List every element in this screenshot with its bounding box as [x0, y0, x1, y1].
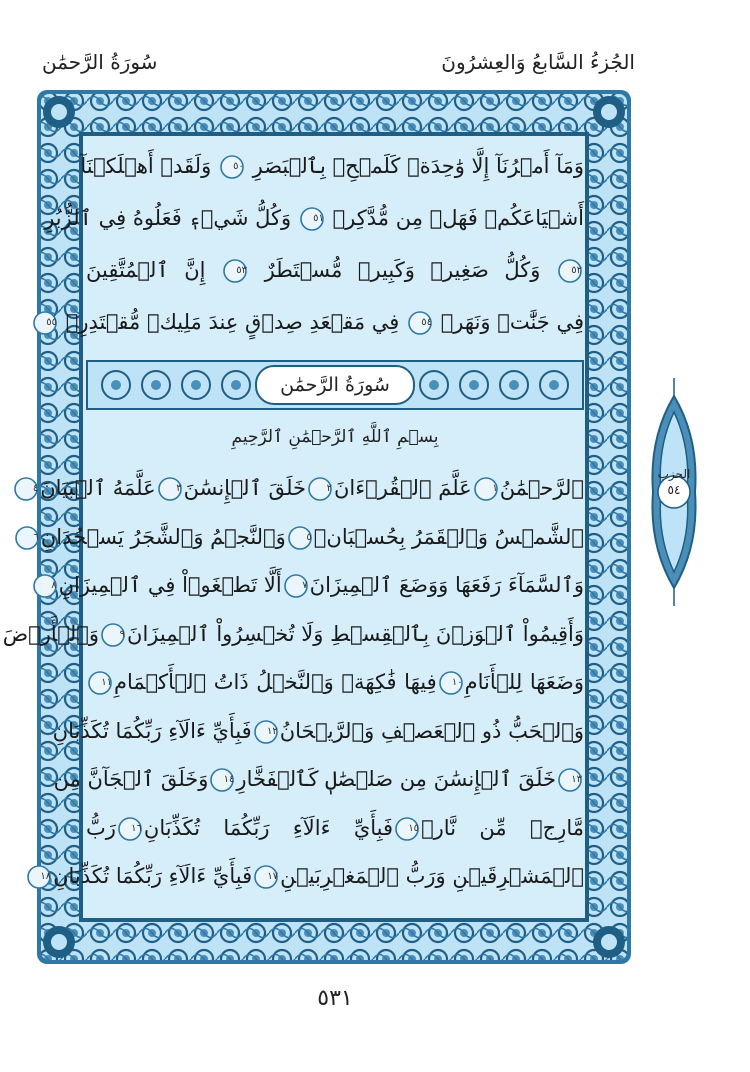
- ayah-number: ١٥: [408, 822, 420, 834]
- verse-text: ٱلشَّمۡسُ وَٱلۡقَمَرُ بِحُسۡبَانٖ: [313, 524, 584, 549]
- verse-line: [86, 661, 584, 703]
- ayah-marker: [15, 526, 39, 550]
- ayah-number: ١: [492, 483, 498, 494]
- verse-line: [51, 564, 584, 606]
- verse-text: ٱلۡمَشۡرِقَيۡنِ وَرَبُّ ٱلۡمَغۡرِبَيۡنِ: [280, 864, 584, 888]
- verse-text: فَبِأَيِّ ءَالَآءِ رَبِّكُمَا تُكَذِّبَانِ: [143, 815, 394, 840]
- ayah-marker: [254, 865, 278, 889]
- verse-text: وَٱلسَّمَآءَ رَفَعَهَا وَوَضَعَ ٱلۡمِيزَانَ: [309, 573, 584, 597]
- verse-text: مَّارِجٖ مِّن نَّارٖ: [421, 815, 584, 840]
- verse-line: أَشۡيَاعَكُمۡ فَهَلۡ مِن مُّدَّكِرٖ ٥١ وَكُلُّ شَيۡءٖ فَعَلُوهُ فِي ٱلزُّبُرِ: [44, 206, 584, 230]
- verse-text: فَبِأَيِّ ءَالَآءِ رَبِّكُمَا تُكَذِّبَانِ: [52, 718, 252, 743]
- verse-line: فِي جَنَّٰتٖ وَنَهَرٖ ٥٤ فِي مَقۡعَدِ صِدۡقٍ عِندَ مَلِيكٖ مُّقۡتَدِرِۭ ٥٥: [86, 301, 584, 343]
- verse-text: وَضَعَهَا لِلۡأَنَامِ: [464, 670, 585, 694]
- ayah-number: ٥: [306, 531, 312, 543]
- verse-line: [32, 467, 584, 509]
- ayah-number: ١٨: [40, 871, 52, 882]
- ayah-marker: [33, 574, 57, 598]
- ayah-marker: [254, 720, 278, 744]
- verse-text: فِيهَا فَٰكِهَةٞ وَٱلنَّخۡلُ ذَاتُ ٱلۡأَكۡمَامِ: [114, 670, 437, 694]
- ayah-number: ٦: [33, 531, 39, 543]
- verse-line: [86, 807, 584, 849]
- ayah-marker: [14, 477, 38, 501]
- ayah-number: ٧: [302, 580, 308, 591]
- ayah-number: ١٣: [571, 774, 582, 785]
- ayah-marker: ٥٣: [223, 259, 247, 283]
- ayah-marker: [439, 671, 463, 695]
- verse-text: رَبُّ: [86, 815, 116, 840]
- verse-line: [52, 710, 584, 752]
- ayah-number: ٣: [176, 483, 182, 494]
- verse-line: [33, 516, 584, 558]
- ayah-marker: [284, 574, 308, 598]
- ayah-marker: [118, 817, 142, 841]
- verse-line: [40, 855, 584, 897]
- verse-text: عَلَّمَ ٱلۡقُرۡءَانَ: [334, 476, 472, 500]
- ayah-marker: [308, 477, 332, 501]
- verse-text: وَٱلنَّجۡمُ وَٱلشَّجَرُ يَسۡجُدَانِ: [40, 524, 286, 549]
- ayah-marker: [158, 477, 182, 501]
- ayah-marker: [558, 768, 582, 792]
- ayah-number: ٤: [32, 483, 39, 494]
- page-text-area: [2, 137, 585, 912]
- verse-line: [53, 758, 584, 800]
- verse-line: [2, 613, 584, 655]
- page-number: ٥٣١: [317, 986, 353, 1011]
- verse-text: خَلَقَ ٱلۡإِنسَٰنَ: [183, 476, 306, 500]
- bismillah: بِسۡمِ ٱللَّهِ ٱلرَّحۡمَٰنِ ٱلرَّحِيمِ: [231, 427, 439, 447]
- ayah-number: ١٢: [266, 725, 278, 737]
- ayah-number: ٨: [51, 580, 57, 591]
- verse-text: خَلَقَ ٱلۡإِنسَٰنَ مِن صَلۡصَٰلٖ كَٱلۡفَخَّارِ: [236, 767, 556, 791]
- verse-text: عَلَّمَهُ ٱلۡبَيَانَ: [40, 476, 156, 500]
- ayah-number: ١٠: [451, 677, 463, 688]
- ayah-number: ٢: [326, 483, 332, 494]
- ayah-number: ١٦: [131, 822, 142, 834]
- verse-text: فَبِأَيِّ ءَالَآءِ رَبِّكُمَا تُكَذِّبَانِ: [53, 864, 253, 888]
- ayah-marker: [395, 817, 419, 841]
- verse-text: أَلَّا تَطۡغَوۡاْ فِي ٱلۡمِيزَانِ: [58, 573, 282, 597]
- ayah-number: ١١: [101, 677, 112, 688]
- verse-text: ٱلرَّحۡمَٰنُ: [499, 476, 584, 500]
- ayah-number: ٩: [119, 628, 126, 640]
- ayah-marker: ٥٤: [408, 311, 432, 335]
- verse-text: وَخَلَقَ ٱلۡجَآنَّ مِن: [53, 767, 209, 791]
- juz-header: الجُزءُ السَّابعُ وَالعِشرُونَ: [441, 50, 635, 74]
- verse-line: وَمَآ أَمۡرُنَآ إِلَّا وَٰحِدَةٞ كَلَمۡحِۭ بِٱلۡبَصَرِ ٥٠ وَلَقَدۡ أَهۡلَكۡنَآ: [80, 154, 584, 178]
- verse-text: وَأَقِيمُواْ ٱلۡوَزۡنَ بِٱلۡقِسۡطِ وَلَا تُخۡسِرُواْ ٱلۡمِيزَانَ: [127, 621, 584, 646]
- ayah-marker: [27, 865, 51, 889]
- surah-header: سُورَةُ الرَّحمَٰن: [42, 50, 158, 74]
- surah-banner: [86, 360, 584, 410]
- verse-text: وَٱلۡحَبُّ ذُو ٱلۡعَصۡفِ وَٱلرَّيۡحَانُ: [279, 718, 584, 743]
- ayah-marker: ٥١: [300, 207, 324, 231]
- ayah-marker: [210, 768, 234, 792]
- verse-text: وَٱلۡأَرۡضَ: [2, 621, 100, 646]
- hizb-label: [645, 466, 703, 498]
- verse-line: ٥٢ وَكُلُّ صَغِيرٖ وَكَبِيرٖ مُّسۡتَطَرٌ ٥٣ إِنَّ ٱلۡمُتَّقِينَ: [86, 258, 582, 282]
- hizb-number: ٥٤: [667, 483, 681, 497]
- ayah-marker: ٥٢: [558, 259, 582, 283]
- surah-title: سُورَةُ الرَّحمَٰن: [280, 374, 390, 396]
- ayah-number: ١٧: [267, 871, 279, 882]
- ayah-marker: [101, 623, 125, 647]
- ayah-marker: [288, 526, 312, 550]
- ayah-marker: ٥٠: [220, 155, 244, 179]
- ayah-number: ١٤: [223, 774, 235, 785]
- hizb-label-text: الحزب: [657, 467, 691, 481]
- ayah-marker: [474, 477, 498, 501]
- ayah-marker: [88, 671, 112, 695]
- ayah-marker: ٥٥: [33, 311, 57, 335]
